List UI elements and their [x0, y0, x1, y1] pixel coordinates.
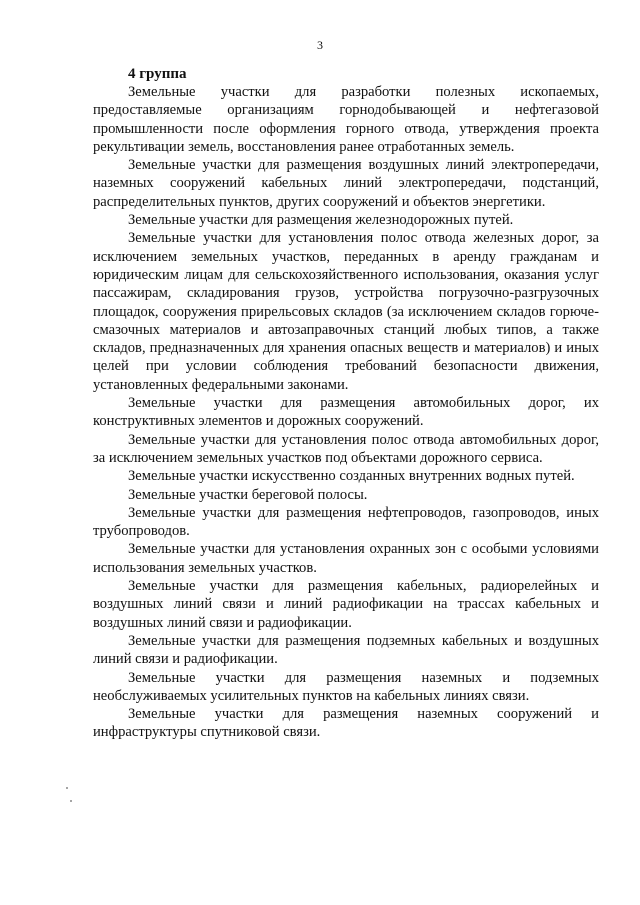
group-heading: 4 группа [128, 66, 187, 82]
paragraph-railway-right-of-way: Земельные участки для установления полос отвода железных дорог, за исключением земельных участков, переданных в аренду гражданам и юридическим лицам для сельскохозяйственного использования, оказания услуг пассажирам, складирования грузов, устройства погрузочно-разгрузочных площадок, сооружения прирельсовых складов (за исключением складов горюче-смазочных материалов и автозаправочных станций любых типов, а также складов, предназначенных для хранения опасных веществ и материалов) и иных целей при условии соблюдения требований безопасности движения, установленных федеральными законами. [93, 230, 599, 393]
scan-speck [70, 800, 72, 802]
paragraph-railway-tracks: Земельные участки для размещения железнодорожных путей. [128, 212, 514, 229]
page-number: 3 [317, 38, 323, 52]
paragraph-highway-right-of-way: Земельные участки для установления полос отвода автомобильных дорог, за исключением земельных участков под объектами дорожного сервиса. [93, 431, 599, 466]
paragraph-satellite-communication: Земельные участки для размещения наземных сооружений и инфраструктуры спутниковой связи. [93, 706, 599, 741]
paragraph-shoreline: Земельные участки береговой полосы. [128, 486, 368, 503]
paragraph-underground-cables: Земельные участки для размещения подземных кабельных и воздушных линий связи и радиофикации. [93, 632, 599, 668]
paragraph-pipelines: Земельные участки для размещения нефтепроводов, газопроводов, иных трубопроводов. [93, 504, 599, 540]
paragraph-protection-zones: Земельные участки для установления охранных зон с особыми условиями использования земельных участков. [93, 541, 599, 576]
scan-speck [66, 787, 68, 789]
paragraph-mineral-extraction: Земельные участки для разработки полезных ископаемых, предоставляемые организациям горнодобывающей и нефтегазовой промышленности после оформления горного отвода, утверждения проекта рекультивации земель, восстановления ранее отработанных земель. [93, 84, 599, 155]
paragraph-highways: Земельные участки для размещения автомобильных дорог, их конструктивных элементов и дорожных сооружений. [93, 395, 599, 430]
paragraph-communication-lines: Земельные участки для размещения кабельных, радиорелейных и воздушных линий связи и линий радиофикации на трассах кабельных и воздушных линий связи и радиофикации. [93, 578, 599, 631]
paragraph-power-lines: Земельные участки для размещения воздушных линий электропередачи, наземных сооружений кабельных линий электропередачи, подстанций, распределительных пунктов, других сооружений и объектов энергетики. [93, 157, 599, 210]
paragraph-inland-waterways: Земельные участки искусственно созданных внутренних водных путей. [128, 468, 575, 485]
document-body [93, 65, 599, 742]
paragraph-amplifier-points: Земельные участки для размещения наземных и подземных необслуживаемых усилительных пунктов на кабельных линиях связи. [93, 669, 599, 704]
